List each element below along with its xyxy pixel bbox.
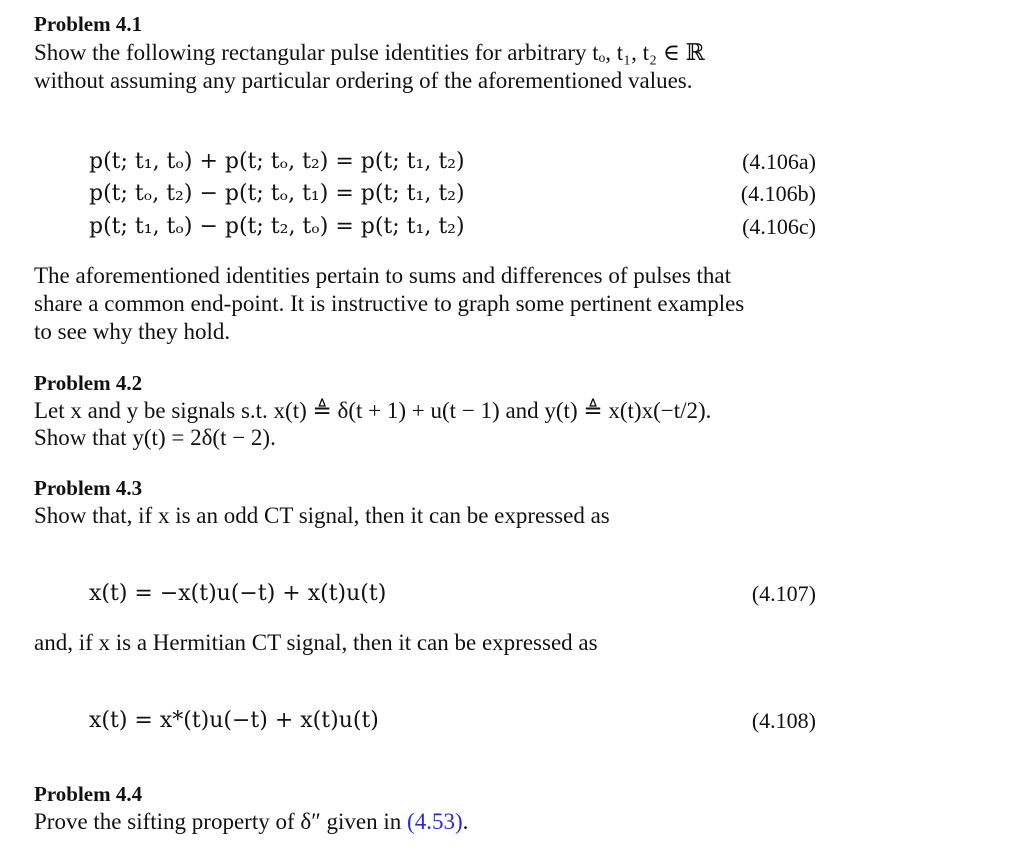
problem-4-1-text-line: without assuming any particular ordering of the aforementioned values. xyxy=(34,68,693,93)
problem-4-1-remark-line: to see why they hold. xyxy=(34,319,231,344)
equation-number-4-106c: (4.106c) xyxy=(742,214,816,239)
equation-number-4-106a: (4.106a) xyxy=(742,149,816,174)
equation-4-108: x(t) = x*(t)u(−t) + x(t)u(t) xyxy=(89,708,379,733)
problem-4-2-text-line: Let x and y be signals s.t. x(t) ≜ δ(t + 1) + u(t − 1) and y(t) ≜ x(t)x(−t/2). xyxy=(34,398,712,423)
equation-4-106b: p(t; tₒ, t₂) − p(t; tₒ, t₁) = p(t; t₁, t₂) xyxy=(89,181,465,206)
equation-4-107: x(t) = −x(t)u(−t) + x(t)u(t) xyxy=(89,581,387,606)
equation-reference-link[interactable]: (4.53) xyxy=(407,809,463,834)
problem-4-4-heading: Problem 4.4 xyxy=(34,782,143,806)
problem-4-2-heading: Problem 4.2 xyxy=(34,371,143,395)
problem-4-4-text: Prove the sifting property of δ″ given in xyxy=(34,809,408,834)
equation-4-106a: p(t; t₁, tₒ) + p(t; tₒ, t₂) = p(t; t₁, t₂) xyxy=(89,149,465,174)
problem-4-1-heading: Problem 4.1 xyxy=(34,12,143,36)
problem-4-1-remark-line: share a common end-point. It is instructive to graph some pertinent examples xyxy=(34,291,745,316)
problem-4-3-text-line: Show that, if x is an odd CT signal, then it can be expressed as xyxy=(34,503,610,528)
problem-4-1-remark-line: The aforementioned identities pertain to sums and differences of pulses that xyxy=(34,263,732,288)
problem-4-3-middle-text: and, if x is a Hermitian CT signal, then it can be expressed as xyxy=(34,630,598,655)
problem-4-1-text-line: Show the following rectangular pulse identities for arbitrary tₒ, t₁, t₂ ∈ ℝ xyxy=(34,40,705,65)
equation-number-4-107: (4.107) xyxy=(751,581,816,606)
equation-number-4-106b: (4.106b) xyxy=(740,181,816,206)
equation-number-4-108: (4.108) xyxy=(751,708,816,733)
problem-4-4-text-line xyxy=(34,808,468,836)
problem-4-4-period: . xyxy=(462,809,469,834)
problem-4-2-text-line: Show that y(t) = 2δ(t − 2). xyxy=(34,425,276,450)
equation-4-106c: p(t; t₁, tₒ) − p(t; t₂, tₒ) = p(t; t₁, t₂) xyxy=(89,214,465,239)
problem-4-3-heading: Problem 4.3 xyxy=(34,476,143,500)
